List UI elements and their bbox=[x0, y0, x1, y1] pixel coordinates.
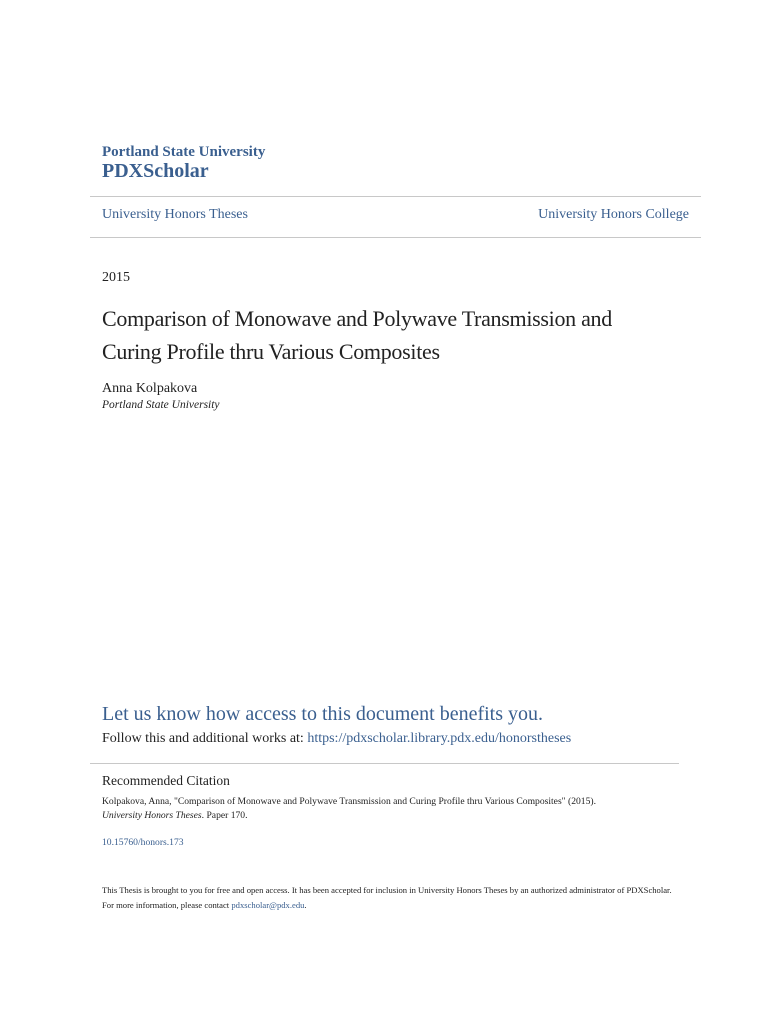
access-notice bbox=[102, 883, 682, 913]
top-divider bbox=[90, 196, 701, 197]
author-name: Anna Kolpakova bbox=[102, 381, 198, 396]
nav-divider bbox=[90, 237, 701, 238]
citation-text bbox=[102, 795, 662, 823]
honors-theses-link[interactable]: University Honors Theses bbox=[102, 207, 248, 222]
document-title: Comparison of Monowave and Polywave Transmission and Curing Profile thru Various Composites bbox=[102, 306, 612, 364]
recommended-citation-heading: Recommended Citation bbox=[102, 773, 230, 788]
citation-line: Kolpakova, Anna, "Comparison of Monowave and Polywave Transmission and Curing Profile thru Various Composites" (2015). bbox=[102, 796, 596, 807]
citation-divider bbox=[90, 763, 679, 764]
contact-email-link[interactable]: pdxscholar@pdx.edu bbox=[231, 900, 305, 910]
citation-paper: . Paper 170. bbox=[201, 810, 248, 821]
author-affiliation: Portland State University bbox=[102, 399, 220, 411]
notice-end: . bbox=[304, 900, 307, 910]
doi-link[interactable]: 10.15760/honors.173 bbox=[102, 837, 184, 848]
publication-year: 2015 bbox=[102, 270, 130, 285]
follow-text: Follow this and additional works at: bbox=[102, 731, 308, 746]
honors-theses-url-link[interactable]: https://pdxscholar.library.pdx.edu/honorstheses bbox=[307, 731, 572, 746]
benefit-feedback-link[interactable]: Let us know how access to this document benefits you. bbox=[102, 703, 544, 725]
honors-college-link[interactable]: University Honors College bbox=[538, 207, 689, 222]
citation-series: University Honors Theses bbox=[102, 810, 202, 821]
follow-line bbox=[102, 731, 571, 747]
university-name: Portland State University bbox=[102, 144, 266, 160]
notice-text: This Thesis is brought to you for free and open access. It has been accepted for inclusion in University Honors Theses by an authorized administrator of PDXScholar. For more information, please contact bbox=[102, 885, 672, 910]
pdxscholar-link[interactable]: PDXScholar bbox=[102, 160, 209, 182]
